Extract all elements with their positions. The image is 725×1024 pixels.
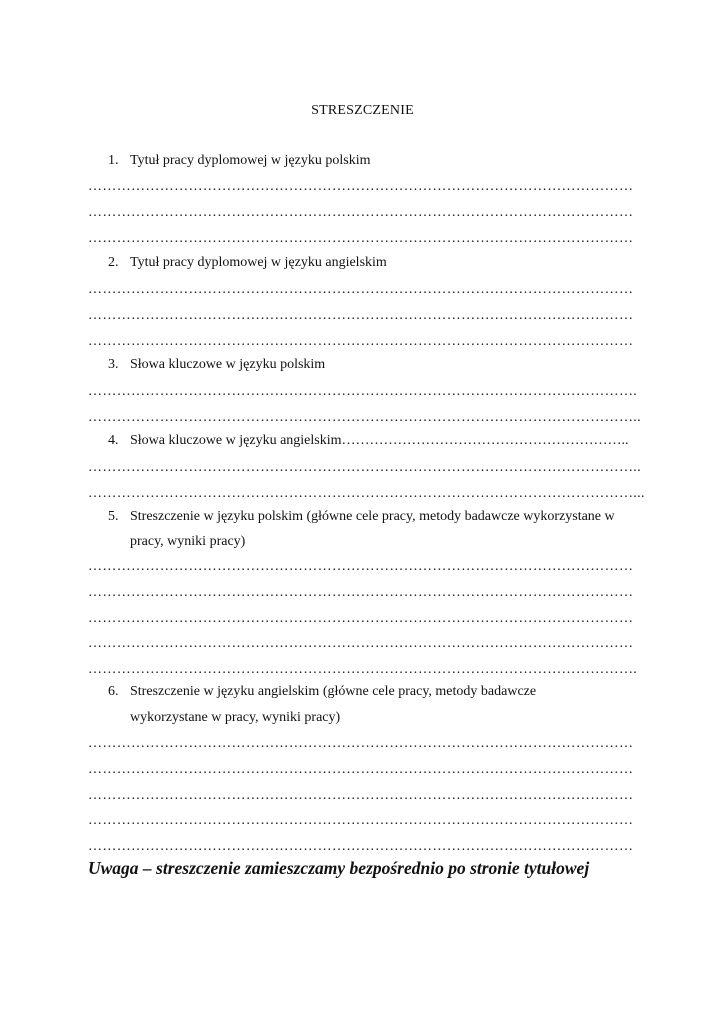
fill-line: ……………………………………………………………………………………………………	[88, 559, 634, 574]
section-label: Słowa kluczowe w języku angielskim……………………………………………………..	[130, 433, 629, 448]
section-label-continuation: wykorzystane w pracy, wyniki pracy)	[130, 710, 341, 725]
section-label: Streszczenie w języku angielskim (główne cele pracy, metody badawcze	[130, 684, 537, 699]
fill-line: ……………………………………………………………………………………………………	[88, 788, 634, 803]
fill-line: ……………………………………………………………………………………………………	[88, 585, 634, 600]
section-5-heading	[108, 508, 615, 526]
section-2-heading	[108, 254, 387, 272]
section-number: 2.	[108, 255, 119, 270]
fill-line: ……………………………………………………………………………………………………	[88, 736, 634, 751]
fill-line: ……………………………………………………………………………………………………	[88, 334, 634, 349]
section-number: 5.	[108, 509, 119, 524]
fill-line: ……………………………………………………………………………………………………	[88, 762, 634, 777]
section-6-heading	[108, 683, 536, 701]
section-label: Streszczenie w języku polskim (główne cele pracy, metody badawcze wykorzystane w	[130, 509, 615, 524]
fill-line: …………………………………………………………………………………………………….	[88, 384, 638, 399]
fill-line: ……………………………………………………………………………………………………	[88, 205, 634, 220]
note-text: Uwaga – streszczenie zamieszczamy bezpośrednio po stronie tytułowej	[88, 858, 590, 878]
section-label-continuation: pracy, wyniki pracy)	[130, 534, 246, 549]
fill-line: ……………………………………………………………………………………………………...	[88, 486, 645, 501]
page-title: STRESZCZENIE	[311, 103, 414, 118]
section-4-heading	[108, 432, 629, 450]
section-number: 3.	[108, 357, 119, 372]
section-label: Słowa kluczowe w języku polskim	[130, 357, 326, 372]
section-number: 1.	[108, 153, 119, 168]
fill-line: ……………………………………………………………………………………………………	[88, 282, 634, 297]
section-label: Tytuł pracy dyplomowej w języku polskim	[130, 153, 371, 168]
fill-line: ……………………………………………………………………………………………………	[88, 813, 634, 828]
fill-line: ……………………………………………………………………………………………………	[88, 636, 634, 651]
fill-line: ……………………………………………………………………………………………………	[88, 308, 634, 323]
section-3-heading	[108, 356, 325, 374]
fill-line: …………………………………………………………………………………………………….	[88, 662, 638, 677]
section-1-heading	[108, 152, 370, 170]
fill-line: ……………………………………………………………………………………………………	[88, 611, 634, 626]
fill-line: ……………………………………………………………………………………………………..	[88, 410, 641, 425]
fill-line: ……………………………………………………………………………………………………	[88, 839, 634, 854]
fill-line: ……………………………………………………………………………………………………	[88, 179, 634, 194]
section-label: Tytuł pracy dyplomowej w języku angielskim	[130, 255, 387, 270]
fill-line: ……………………………………………………………………………………………………..	[88, 460, 641, 475]
section-number: 4.	[108, 433, 119, 448]
fill-line: ……………………………………………………………………………………………………	[88, 231, 634, 246]
section-number: 6.	[108, 684, 119, 699]
